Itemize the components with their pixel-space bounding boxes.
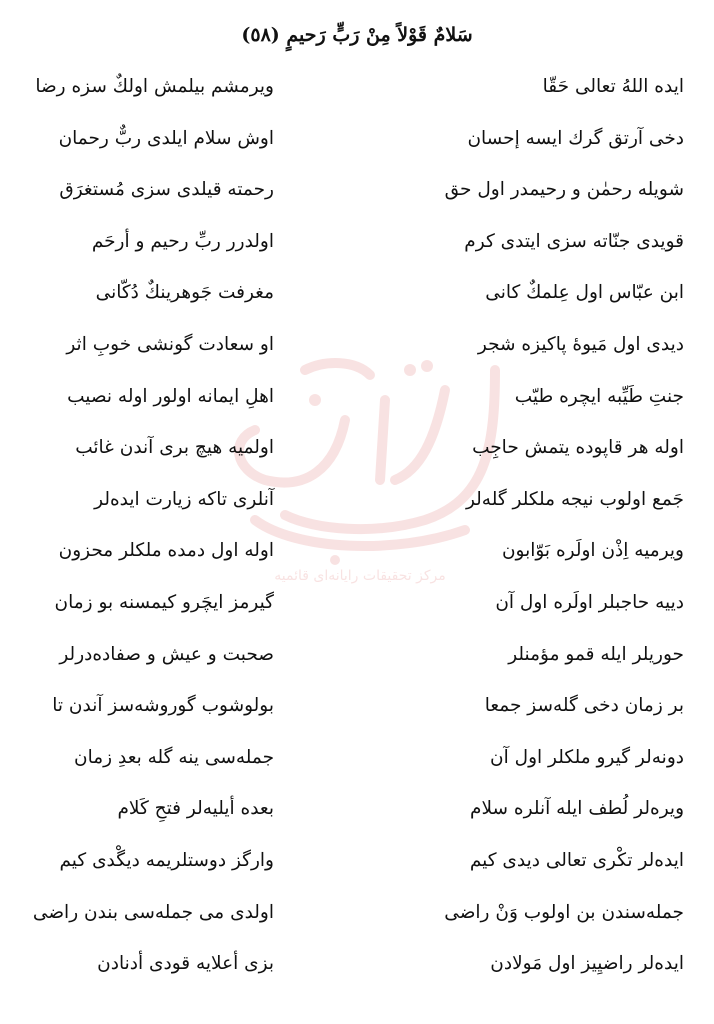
first-hemistich: جملەسندن بن اولوب وَنْ راضی: [444, 901, 684, 923]
couplet-row: [18, 578, 696, 630]
second-hemistich: اوله اول دمده ملكلر محزون: [58, 540, 274, 562]
first-hemistich: ایده اللهُ تعالی حَقّا: [542, 76, 684, 97]
second-hemistich: اولدی می جملەسی بندن راضی: [32, 901, 274, 923]
first-hemistich: ایدەلر تكْرى تعالی دیدی كیم: [469, 849, 684, 871]
first-hemistich: اوله هر قاپوده یتمش حاجِب: [472, 437, 684, 459]
couplet-row: [18, 526, 696, 578]
couplet-row: [18, 475, 696, 527]
first-hemistich: جَمع اولوب نیجه ملكلر گلەلر: [465, 488, 684, 510]
first-hemistich: دونەلر گیرو ملكلر اول آن: [490, 746, 684, 768]
first-hemistich: قویدی جنّاته سزی ایتدی کرم: [464, 230, 684, 252]
couplet-row: [18, 836, 696, 888]
couplet-row: [18, 320, 696, 372]
poem-body: [18, 62, 696, 991]
poem-title: سَلامٌ قَوْلاً مِنْ رَبٍّ رَحیمٍ (٥٨): [241, 24, 473, 46]
couplet-row: [18, 268, 696, 320]
second-hemistich: اولمیه هیچ بری آندن غائب: [75, 437, 274, 459]
second-hemistich: بزی أعلایه قودی أدنادن: [97, 953, 274, 975]
first-hemistich: ویرمیه اِذْن اولَره بَوّابون: [501, 540, 684, 562]
second-hemistich: مغرفت جَوهرینكٌ دُکّانی: [95, 282, 274, 304]
couplet-row: [18, 681, 696, 733]
first-hemistich: جنتِ طَیِّبه ایچره طیّب: [514, 385, 684, 407]
first-hemistich: حوریلر ایله قمو مؤمنلر: [508, 643, 684, 665]
watermark-subtext: مرکز تحقیقات رایانه‌ای قائمیه: [274, 568, 446, 584]
second-hemistich: بولوشوب گوروشەسز آندن تا: [52, 695, 274, 717]
first-hemistich: ایدەلر راضیِیز اول مَولادن: [490, 953, 684, 975]
second-hemistich: جملەسی ینه گله بعدِ زمان: [74, 746, 274, 768]
second-hemistich: رحمته قیلدی سزی مُستغرَق: [59, 179, 274, 201]
first-hemistich: دیيه حاجبلر اولَره اول آن: [495, 591, 684, 613]
second-hemistich: بعده أیلیەلر فتحِ كَلام: [117, 798, 274, 820]
first-hemistich: دیدی اول مَیوۀ پاكیزه شجر: [477, 333, 684, 355]
second-hemistich: ویرمشم بیلمش اولكٌ سزه رضا: [35, 76, 274, 97]
couplet-row: [18, 733, 696, 785]
first-hemistich: ابن عبّاس اول عِلمكٌ كانی: [485, 282, 684, 304]
second-hemistich: او سعادت گونشی خوبِ اثر: [66, 333, 274, 355]
couplet-row: [18, 372, 696, 424]
couplet-row: [18, 62, 696, 114]
first-hemistich: بر زمان دخی گلەسز جمعا: [484, 695, 684, 717]
second-hemistich: آنلری تاكه زیارت ایدەلر: [94, 488, 274, 510]
couplet-row: [18, 423, 696, 475]
couplet-row: [18, 939, 696, 991]
second-hemistich: اهلِ ایمانه اولور اوله نصیب: [67, 385, 274, 407]
first-hemistich: شویله رحمٰن و رحیمدر اول حق: [444, 179, 684, 201]
couplet-row: [18, 888, 696, 940]
couplet-row: [18, 165, 696, 217]
second-hemistich: وارگز دوستلریمه دیگْدی كیم: [59, 849, 274, 871]
couplet-row: [18, 784, 696, 836]
second-hemistich: اولدرر ربِّ رحیم و أرحَم: [91, 230, 274, 252]
second-hemistich: صحبت و عیش و صفادەدرلر: [59, 643, 274, 665]
first-hemistich: دخی آرتق گرك ایسه إحسان: [467, 127, 684, 149]
second-hemistich: گیرمز ایچَرو كیمسنه بو زمان: [54, 591, 274, 613]
couplet-row: [18, 114, 696, 166]
couplet-row: [18, 630, 696, 682]
couplet-row: [18, 217, 696, 269]
second-hemistich: اوش سلام ایلدی ربٌّ رحمان: [58, 127, 274, 149]
first-hemistich: ویرەلر لُطف ایله آنلره سلام: [470, 798, 684, 820]
